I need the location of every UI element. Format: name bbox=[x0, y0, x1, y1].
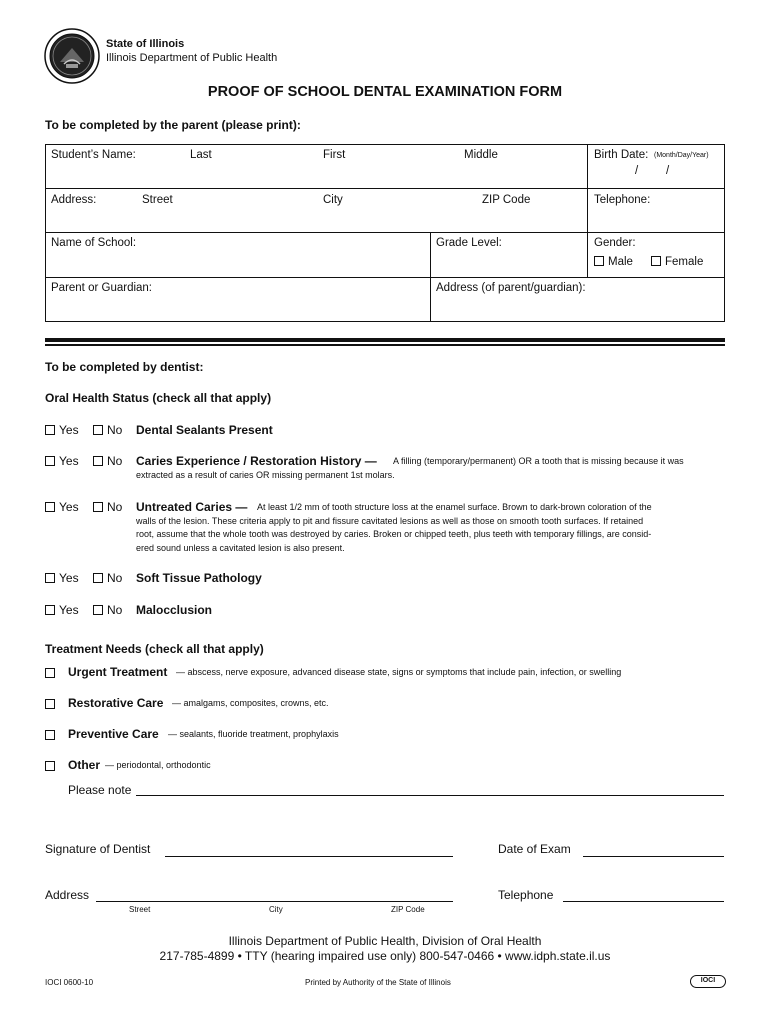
checkbox-icon[interactable] bbox=[93, 456, 103, 466]
signature-label: Signature of Dentist bbox=[45, 842, 151, 856]
guardian-address-label: Address (of parent/guardian): bbox=[436, 282, 586, 294]
dentist-address-field[interactable] bbox=[96, 901, 453, 902]
please-note-field[interactable] bbox=[136, 795, 724, 796]
untreated-caries-yes[interactable]: Yes bbox=[45, 500, 79, 514]
preventive-care-desc: — sealants, fluoride treatment, prophylaxis bbox=[168, 729, 339, 739]
checkbox-icon[interactable] bbox=[93, 605, 103, 615]
checkbox-icon[interactable] bbox=[594, 256, 604, 266]
untreated-caries-no[interactable]: No bbox=[93, 500, 122, 514]
checkbox-icon[interactable] bbox=[45, 761, 55, 771]
birth-date-slash-2: / bbox=[666, 165, 670, 177]
urgent-treatment-title: Urgent Treatment bbox=[68, 665, 168, 679]
caries-history-desc-1: A filling (temporary/permanent) OR a tooth that is missing because it was bbox=[393, 456, 684, 466]
checkbox-icon[interactable] bbox=[93, 573, 103, 583]
birth-date-slash-1: / bbox=[635, 165, 639, 177]
soft-tissue-title: Soft Tissue Pathology bbox=[136, 571, 262, 585]
soft-tissue-yes[interactable]: Yes bbox=[45, 571, 79, 585]
urgent-treatment-desc: — abscess, nerve exposure, advanced disease state, signs or symptoms that include pain, infection, or swelling bbox=[176, 667, 622, 677]
caries-history-yes[interactable]: Yes bbox=[45, 454, 79, 468]
telephone-label: Telephone: bbox=[594, 194, 651, 206]
dentist-street-caption: Street bbox=[129, 905, 151, 914]
please-note-label: Please note bbox=[68, 783, 132, 797]
checkbox-icon[interactable] bbox=[45, 605, 55, 615]
malocclusion-no[interactable]: No bbox=[93, 603, 122, 617]
last-name-label: Last bbox=[190, 149, 212, 161]
gender-label: Gender: bbox=[594, 237, 636, 249]
preventive-care-title: Preventive Care bbox=[68, 727, 159, 741]
checkbox-icon[interactable] bbox=[45, 668, 55, 678]
checkbox-icon[interactable] bbox=[93, 425, 103, 435]
date-of-exam-field[interactable] bbox=[583, 856, 724, 857]
zip-label: ZIP Code bbox=[482, 194, 531, 206]
school-label: Name of School: bbox=[51, 237, 137, 249]
untreated-caries-desc-4: ered sound unless a cavitated lesion is also present. bbox=[136, 543, 345, 553]
untreated-caries-title: Untreated Caries — bbox=[136, 500, 248, 514]
footer-agency: Illinois Department of Public Health, Division of Oral Health bbox=[228, 934, 542, 948]
middle-name-label: Middle bbox=[464, 149, 498, 161]
restorative-care-title: Restorative Care bbox=[68, 696, 164, 710]
birth-date-label: Birth Date: bbox=[594, 149, 649, 161]
sealants-no[interactable]: No bbox=[93, 423, 122, 437]
untreated-caries-desc-3: root, assume that the whole tooth was destroyed by caries. Broken or chipped teeth, plus teeth with temporary fillings, are consid- bbox=[136, 529, 652, 539]
sealants-yes[interactable]: Yes bbox=[45, 423, 79, 437]
untreated-caries-desc-1: At least 1/2 mm of tooth structure loss at the enamel surface. Brown to dark-brown coloration of the bbox=[257, 502, 652, 512]
form-title: PROOF OF SCHOOL DENTAL EXAMINATION FORM bbox=[207, 84, 563, 100]
street-label: Street bbox=[142, 194, 173, 206]
untreated-caries-desc-2: walls of the lesion. These criteria apply to pit and fissure cavitated lesions as well as those on smooth tooth surfaces. If retained bbox=[136, 516, 644, 526]
caries-history-no[interactable]: No bbox=[93, 454, 122, 468]
restorative-care-checkbox[interactable] bbox=[45, 697, 59, 711]
section-divider bbox=[45, 338, 725, 342]
dentist-section-heading: To be completed by dentist: bbox=[45, 360, 204, 374]
checkbox-icon[interactable] bbox=[45, 573, 55, 583]
gender-female-option[interactable]: Female bbox=[651, 256, 703, 268]
caries-history-title: Caries Experience / Restoration History — bbox=[136, 454, 377, 468]
signature-field[interactable] bbox=[165, 856, 453, 857]
other-treatment-checkbox[interactable] bbox=[45, 759, 59, 773]
checkbox-icon[interactable] bbox=[45, 730, 55, 740]
treatment-heading: Treatment Needs (check all that apply) bbox=[45, 642, 264, 656]
gender-male-option[interactable]: Male bbox=[594, 256, 633, 268]
city-label: City bbox=[323, 194, 343, 206]
checkbox-icon[interactable] bbox=[45, 502, 55, 512]
date-of-exam-label: Date of Exam bbox=[498, 842, 571, 856]
dentist-address-label: Address bbox=[45, 888, 90, 902]
form-id: IOCI 0600-10 bbox=[45, 978, 94, 987]
parent-section-heading: To be completed by the parent (please print): bbox=[45, 118, 301, 132]
student-name-label: Student’s Name: bbox=[51, 149, 136, 161]
agency-department: Illinois Department of Public Health bbox=[106, 52, 278, 64]
checkbox-icon[interactable] bbox=[45, 456, 55, 466]
dentist-telephone-label: Telephone bbox=[498, 888, 554, 902]
footer-contact: 217-785-4899 • TTY (hearing impaired use only) 800-547-0466 • www.idph.state.il.us bbox=[159, 949, 611, 963]
dentist-zip-caption: ZIP Code bbox=[391, 905, 425, 914]
ioci-logo: IOCI bbox=[690, 975, 726, 988]
parent-info-table bbox=[45, 144, 725, 322]
oral-health-heading: Oral Health Status (check all that apply) bbox=[45, 391, 272, 405]
address-label: Address: bbox=[51, 194, 97, 206]
first-name-label: First bbox=[323, 149, 346, 161]
printed-by: Printed by Authority of the State of Illinois bbox=[305, 978, 451, 987]
other-treatment-desc: — periodontal, orthodontic bbox=[105, 760, 211, 770]
checkbox-icon[interactable] bbox=[93, 502, 103, 512]
grade-label: Grade Level: bbox=[436, 237, 502, 249]
restorative-care-desc: — amalgams, composites, crowns, etc. bbox=[172, 698, 329, 708]
birth-date-format: (Month/Day/Year) bbox=[654, 152, 709, 159]
dentist-telephone-field[interactable] bbox=[563, 901, 724, 902]
checkbox-icon[interactable] bbox=[45, 699, 55, 709]
other-treatment-title: Other bbox=[68, 758, 101, 772]
guardian-label: Parent or Guardian: bbox=[51, 282, 153, 294]
caries-history-desc-2: extracted as a result of caries OR missing permanent 1st molars. bbox=[136, 470, 395, 480]
state-seal-icon bbox=[44, 28, 100, 84]
section-divider-thin bbox=[45, 344, 725, 346]
preventive-care-checkbox[interactable] bbox=[45, 728, 59, 742]
urgent-treatment-checkbox[interactable] bbox=[45, 666, 59, 680]
malocclusion-title: Malocclusion bbox=[136, 603, 213, 617]
checkbox-icon[interactable] bbox=[651, 256, 661, 266]
soft-tissue-no[interactable]: No bbox=[93, 571, 122, 585]
sealants-title: Dental Sealants Present bbox=[136, 423, 273, 437]
agency-state: State of Illinois bbox=[106, 38, 185, 50]
checkbox-icon[interactable] bbox=[45, 425, 55, 435]
dentist-city-caption: City bbox=[269, 905, 283, 914]
malocclusion-yes[interactable]: Yes bbox=[45, 603, 79, 617]
